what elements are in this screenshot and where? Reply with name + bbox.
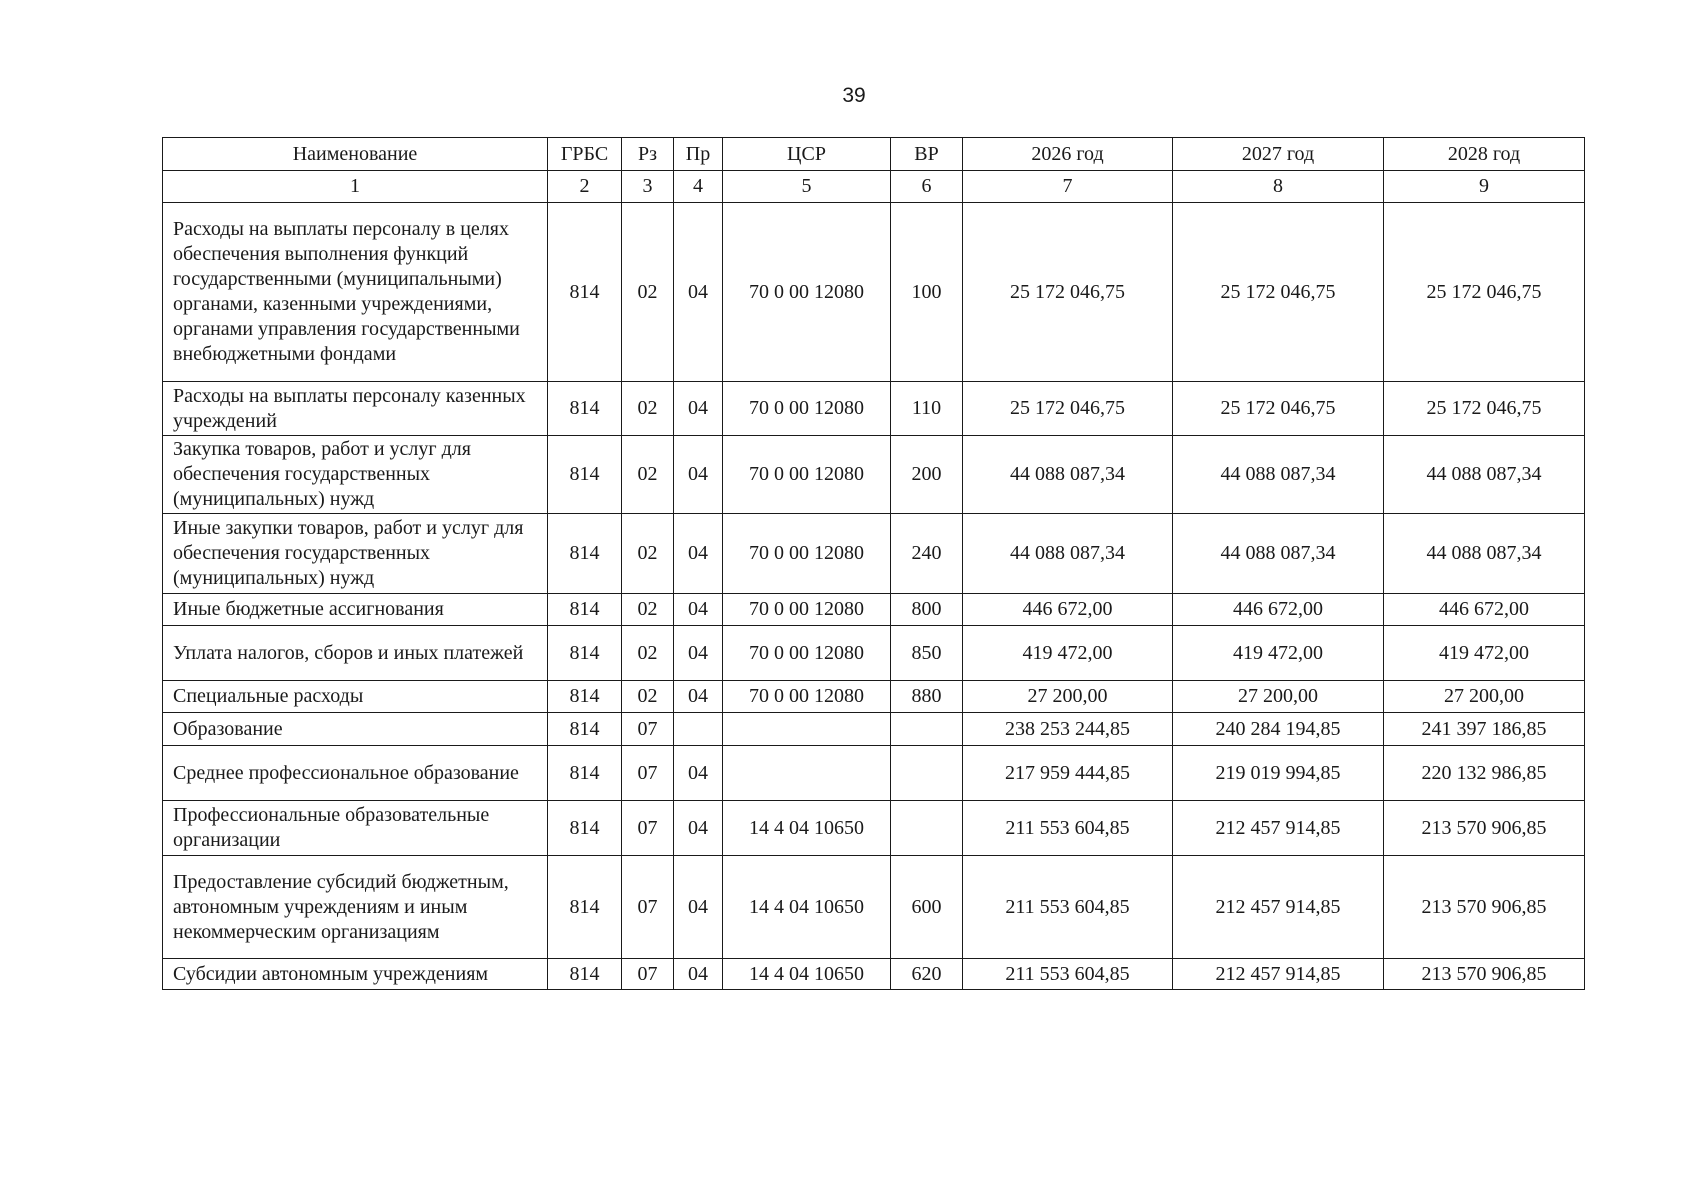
column-number-row <box>163 171 1585 203</box>
row-2026: 238 253 244,85 <box>963 713 1173 746</box>
row-2027: 44 088 087,34 <box>1173 514 1384 594</box>
row-2026: 211 553 604,85 <box>963 801 1173 856</box>
row-csr: 70 0 00 12080 <box>723 594 891 626</box>
table-row <box>163 713 1585 746</box>
row-grbs: 814 <box>548 713 622 746</box>
row-vr: 880 <box>891 681 963 713</box>
row-pr: 04 <box>674 801 723 856</box>
row-grbs: 814 <box>548 681 622 713</box>
row-2027: 212 457 914,85 <box>1173 801 1384 856</box>
row-2028: 241 397 186,85 <box>1384 713 1585 746</box>
row-name: Иные бюджетные ассигнования <box>163 594 548 626</box>
row-2026: 25 172 046,75 <box>963 203 1173 382</box>
page-number: 39 <box>842 84 866 107</box>
row-2028: 44 088 087,34 <box>1384 514 1585 594</box>
table-row <box>163 514 1585 594</box>
row-2028: 220 132 986,85 <box>1384 746 1585 801</box>
header-rz: Рз <box>622 138 674 171</box>
row-2027: 212 457 914,85 <box>1173 856 1384 959</box>
row-2027: 446 672,00 <box>1173 594 1384 626</box>
column-number: 9 <box>1384 171 1585 203</box>
row-2027: 27 200,00 <box>1173 681 1384 713</box>
row-rz: 02 <box>622 203 674 382</box>
row-rz: 07 <box>622 856 674 959</box>
row-2028: 25 172 046,75 <box>1384 203 1585 382</box>
row-pr: 04 <box>674 681 723 713</box>
table-row <box>163 382 1585 436</box>
row-2026: 25 172 046,75 <box>963 382 1173 436</box>
row-rz: 07 <box>622 959 674 990</box>
row-vr: 110 <box>891 382 963 436</box>
row-pr <box>674 713 723 746</box>
header-grbs: ГРБС <box>548 138 622 171</box>
row-2027: 419 472,00 <box>1173 626 1384 681</box>
row-vr: 600 <box>891 856 963 959</box>
row-grbs: 814 <box>548 594 622 626</box>
header-2026: 2026 год <box>963 138 1173 171</box>
table-row <box>163 801 1585 856</box>
row-name: Предоставление субсидий бюджетным, автономным учреждениям и иным некоммерческим организациям <box>163 856 548 959</box>
table-row <box>163 594 1585 626</box>
row-2026: 217 959 444,85 <box>963 746 1173 801</box>
row-rz: 07 <box>622 713 674 746</box>
table-row <box>163 626 1585 681</box>
row-rz: 02 <box>622 436 674 514</box>
row-csr <box>723 746 891 801</box>
row-vr <box>891 746 963 801</box>
header-vr: ВР <box>891 138 963 171</box>
column-number: 4 <box>674 171 723 203</box>
row-2027: 219 019 994,85 <box>1173 746 1384 801</box>
row-pr: 04 <box>674 436 723 514</box>
row-pr: 04 <box>674 382 723 436</box>
row-name: Образование <box>163 713 548 746</box>
row-2028: 213 570 906,85 <box>1384 856 1585 959</box>
row-grbs: 814 <box>548 436 622 514</box>
row-vr: 200 <box>891 436 963 514</box>
table-row <box>163 203 1585 382</box>
row-pr: 04 <box>674 594 723 626</box>
row-vr: 620 <box>891 959 963 990</box>
row-rz: 02 <box>622 681 674 713</box>
row-2028: 213 570 906,85 <box>1384 801 1585 856</box>
row-name: Субсидии автономным учреждениям <box>163 959 548 990</box>
row-2027: 25 172 046,75 <box>1173 382 1384 436</box>
table-row <box>163 681 1585 713</box>
row-rz: 02 <box>622 626 674 681</box>
budget-table <box>162 137 1585 990</box>
row-pr: 04 <box>674 514 723 594</box>
row-2028: 44 088 087,34 <box>1384 436 1585 514</box>
row-name: Расходы на выплаты персоналу казенных учреждений <box>163 382 548 436</box>
header-2028: 2028 год <box>1384 138 1585 171</box>
row-vr: 850 <box>891 626 963 681</box>
column-number: 8 <box>1173 171 1384 203</box>
row-name: Среднее профессиональное образование <box>163 746 548 801</box>
row-csr: 14 4 04 10650 <box>723 801 891 856</box>
row-grbs: 814 <box>548 514 622 594</box>
row-2026: 419 472,00 <box>963 626 1173 681</box>
row-name: Расходы на выплаты персоналу в целях обеспечения выполнения функций государственными (муниципальными) органами, казенными учреждениями, органами управления государственными внебюджетными фондами <box>163 203 548 382</box>
row-2028: 27 200,00 <box>1384 681 1585 713</box>
header-csr: ЦСР <box>723 138 891 171</box>
row-2028: 419 472,00 <box>1384 626 1585 681</box>
header-pr: Пр <box>674 138 723 171</box>
row-name: Специальные расходы <box>163 681 548 713</box>
row-grbs: 814 <box>548 801 622 856</box>
row-2028: 213 570 906,85 <box>1384 959 1585 990</box>
row-vr: 100 <box>891 203 963 382</box>
row-grbs: 814 <box>548 746 622 801</box>
row-2027: 44 088 087,34 <box>1173 436 1384 514</box>
header-name: Наименование <box>163 138 548 171</box>
column-number: 7 <box>963 171 1173 203</box>
row-2027: 212 457 914,85 <box>1173 959 1384 990</box>
row-pr: 04 <box>674 746 723 801</box>
table-row <box>163 856 1585 959</box>
row-csr: 70 0 00 12080 <box>723 203 891 382</box>
row-grbs: 814 <box>548 203 622 382</box>
row-2028: 446 672,00 <box>1384 594 1585 626</box>
row-vr: 240 <box>891 514 963 594</box>
row-pr: 04 <box>674 626 723 681</box>
table-row <box>163 959 1585 990</box>
row-csr: 70 0 00 12080 <box>723 436 891 514</box>
row-pr: 04 <box>674 203 723 382</box>
header-row <box>163 138 1585 171</box>
row-2026: 211 553 604,85 <box>963 856 1173 959</box>
row-name: Иные закупки товаров, работ и услуг для обеспечения государственных (муниципальных) нужд <box>163 514 548 594</box>
row-csr: 70 0 00 12080 <box>723 514 891 594</box>
row-rz: 07 <box>622 801 674 856</box>
row-csr: 70 0 00 12080 <box>723 626 891 681</box>
table-row <box>163 436 1585 514</box>
header-2027: 2027 год <box>1173 138 1384 171</box>
row-2026: 446 672,00 <box>963 594 1173 626</box>
row-pr: 04 <box>674 959 723 990</box>
row-pr: 04 <box>674 856 723 959</box>
row-grbs: 814 <box>548 959 622 990</box>
row-csr: 14 4 04 10650 <box>723 856 891 959</box>
row-rz: 02 <box>622 382 674 436</box>
row-grbs: 814 <box>548 382 622 436</box>
row-2026: 27 200,00 <box>963 681 1173 713</box>
row-2027: 240 284 194,85 <box>1173 713 1384 746</box>
row-grbs: 814 <box>548 856 622 959</box>
column-number: 1 <box>163 171 548 203</box>
column-number: 5 <box>723 171 891 203</box>
row-2026: 44 088 087,34 <box>963 436 1173 514</box>
row-2026: 211 553 604,85 <box>963 959 1173 990</box>
row-rz: 07 <box>622 746 674 801</box>
row-vr <box>891 801 963 856</box>
row-csr <box>723 713 891 746</box>
row-rz: 02 <box>622 514 674 594</box>
row-name: Закупка товаров, работ и услуг для обеспечения государственных (муниципальных) нужд <box>163 436 548 514</box>
column-number: 2 <box>548 171 622 203</box>
row-csr: 14 4 04 10650 <box>723 959 891 990</box>
row-2026: 44 088 087,34 <box>963 514 1173 594</box>
row-vr: 800 <box>891 594 963 626</box>
row-vr <box>891 713 963 746</box>
row-csr: 70 0 00 12080 <box>723 681 891 713</box>
row-2027: 25 172 046,75 <box>1173 203 1384 382</box>
column-number: 3 <box>622 171 674 203</box>
row-name: Профессиональные образовательные организации <box>163 801 548 856</box>
column-number: 6 <box>891 171 963 203</box>
table-row <box>163 746 1585 801</box>
row-2028: 25 172 046,75 <box>1384 382 1585 436</box>
row-csr: 70 0 00 12080 <box>723 382 891 436</box>
row-grbs: 814 <box>548 626 622 681</box>
row-name: Уплата налогов, сборов и иных платежей <box>163 626 548 681</box>
row-rz: 02 <box>622 594 674 626</box>
